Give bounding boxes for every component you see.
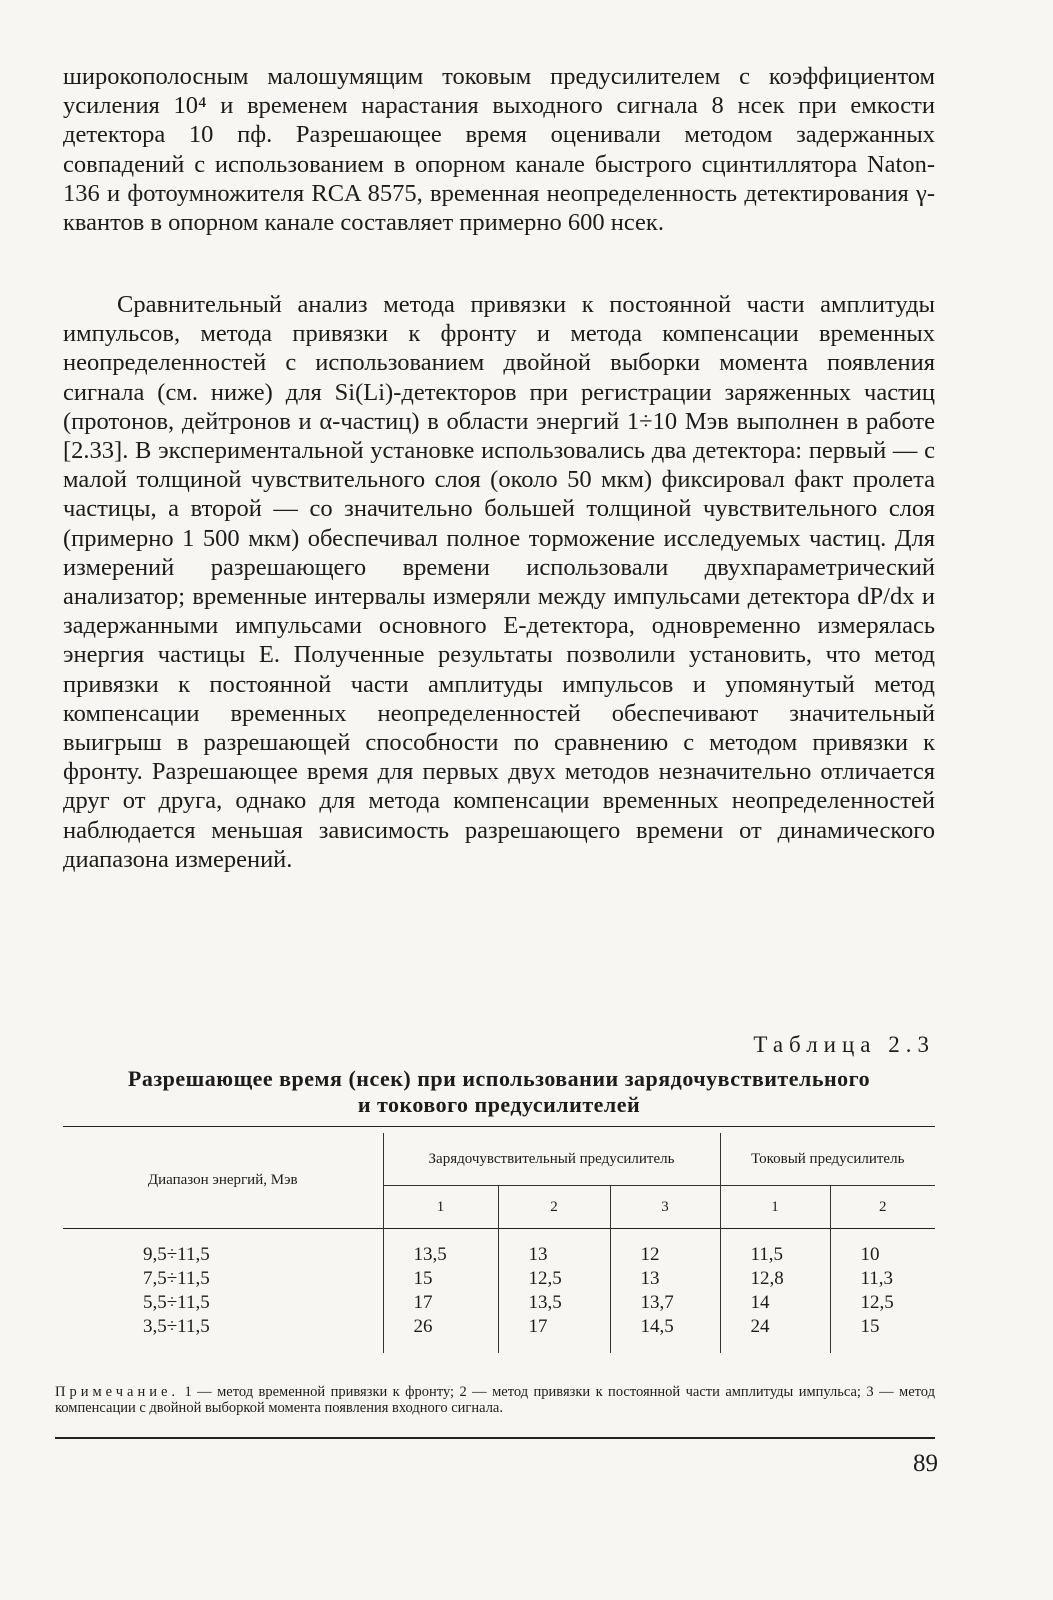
- subcol-header: 2: [498, 1186, 610, 1229]
- energy-range-cell: 5,5÷11,5: [143, 1292, 210, 1313]
- value-cell: 13: [610, 1267, 720, 1291]
- subcol-header: 3: [610, 1186, 720, 1229]
- value-cell: 17: [383, 1291, 498, 1315]
- table-title: [63, 1066, 935, 1118]
- range-column-header: Диапазон энергий, Мэв: [147, 1172, 298, 1188]
- paragraph-1: [63, 62, 935, 237]
- table-note: [55, 1384, 935, 1416]
- paragraph-1-text: широкополосным малошумящим токовым предусилителем с коэффициентом усиления 10⁴ и временем нарастания выходного сигнала 8 нсек при емкости детектора 10 пф. Разрешающее время оценивали методом задержанных совпадений с использованием в опорном канале быстрого сцинтиллятора Naton-136 и фотоумножителя RCA 8575, временная неопределенность детектирования γ-квантов в опорном канале составляет примерно 600 нсек.: [63, 63, 935, 237]
- paragraph-2-text: Сравнительный анализ метода привязки к постоянной части амплитуды импульсов, метода привязки к фронту и метода компенсации временных неопределенностей с использованием двойной выборки момента появления сигнала (см. ниже) для Si(Li)-детекторов при регистрации заряженных частиц (протонов, дейтронов и α-частиц) в области энергий 1÷10 Мэв выполнен в работе [2.33]. В экспериментальной установке использовались два детектора: первый — с малой толщиной чувствительного слоя (около 50 мкм) фиксировал факт пролета частицы, а второй — со значительно большей толщиной чувствительного слоя (примерно 1 500 мкм) обеспечивал полное торможение исследуемых частиц. Для измерений разрешающего времени использовали двухпараметрический анализатор; временные интервалы измеряли между импульсами детектора dP/dx и задержанными импульсами основного E-детектора, одновременно измерялась энергия частицы E. Полученные результаты позволили установить, что метод привязки к постоянной части амплитуды импульсов и упомянутый метод компенсации временных неопределенностей обеспечивают значительный выигрыш в разрешающей способности по сравнению с методом привязки к фронту. Разрешающее время для первых двух методов незначительно отличается друг от друга, однако для метода компенсации временных неопределенностей наблюдается меньшая зависимость разрешающего времени от динамического диапазона измерений.: [63, 291, 935, 873]
- value-cell: 12: [610, 1243, 720, 1267]
- energy-range-cell: 7,5÷11,5: [143, 1268, 210, 1289]
- table-title-line-2: и токового предусилителей: [357, 1092, 641, 1117]
- table-row: [63, 1291, 935, 1315]
- subcol-header: 1: [383, 1186, 498, 1229]
- subcol-header: 1: [720, 1186, 830, 1229]
- current-amp-header: Токовый предусилитель: [720, 1133, 935, 1186]
- value-cell: 24: [720, 1315, 830, 1339]
- value-cell: 10: [830, 1243, 935, 1267]
- table-row: [63, 1243, 935, 1267]
- value-cell: 12,5: [830, 1291, 935, 1315]
- value-cell: 15: [383, 1267, 498, 1291]
- table-row: [63, 1315, 935, 1339]
- value-cell: 14: [720, 1291, 830, 1315]
- page-number: 89: [913, 1450, 938, 1477]
- value-cell: 15: [830, 1315, 935, 1339]
- charge-amp-header: Зарядочувствительный предусилитель: [383, 1133, 720, 1186]
- note-label: Примечание.: [55, 1384, 180, 1400]
- energy-range-cell: 3,5÷11,5: [143, 1316, 210, 1337]
- footer-divider: [55, 1437, 935, 1439]
- table-label: Таблица 2.3: [753, 1032, 935, 1057]
- subcol-header: 2: [830, 1186, 935, 1229]
- value-cell: 11,3: [830, 1267, 935, 1291]
- value-cell: 12,8: [720, 1267, 830, 1291]
- paragraph-2: [63, 290, 935, 874]
- table-title-line-1: Разрешающее время (нсек) при использовании зарядочувствительного: [127, 1066, 871, 1091]
- value-cell: 11,5: [720, 1243, 830, 1267]
- value-cell: 13,7: [610, 1291, 720, 1315]
- value-cell: 26: [383, 1315, 498, 1339]
- value-cell: 12,5: [498, 1267, 610, 1291]
- energy-range-cell: 9,5÷11,5: [143, 1244, 210, 1265]
- value-cell: 13,5: [383, 1243, 498, 1267]
- note-text: 1 — метод временной привязки к фронту; 2 — метод привязки к постоянной части амплитуды импульса; 3 — метод компенсации с двойной выборкой момента появления входного сигнала.: [55, 1384, 935, 1416]
- value-cell: 13,5: [498, 1291, 610, 1315]
- value-cell: 13: [498, 1243, 610, 1267]
- value-cell: 14,5: [610, 1315, 720, 1339]
- value-cell: 17: [498, 1315, 610, 1339]
- resolution-table: [63, 1126, 935, 1353]
- table-row: [63, 1267, 935, 1291]
